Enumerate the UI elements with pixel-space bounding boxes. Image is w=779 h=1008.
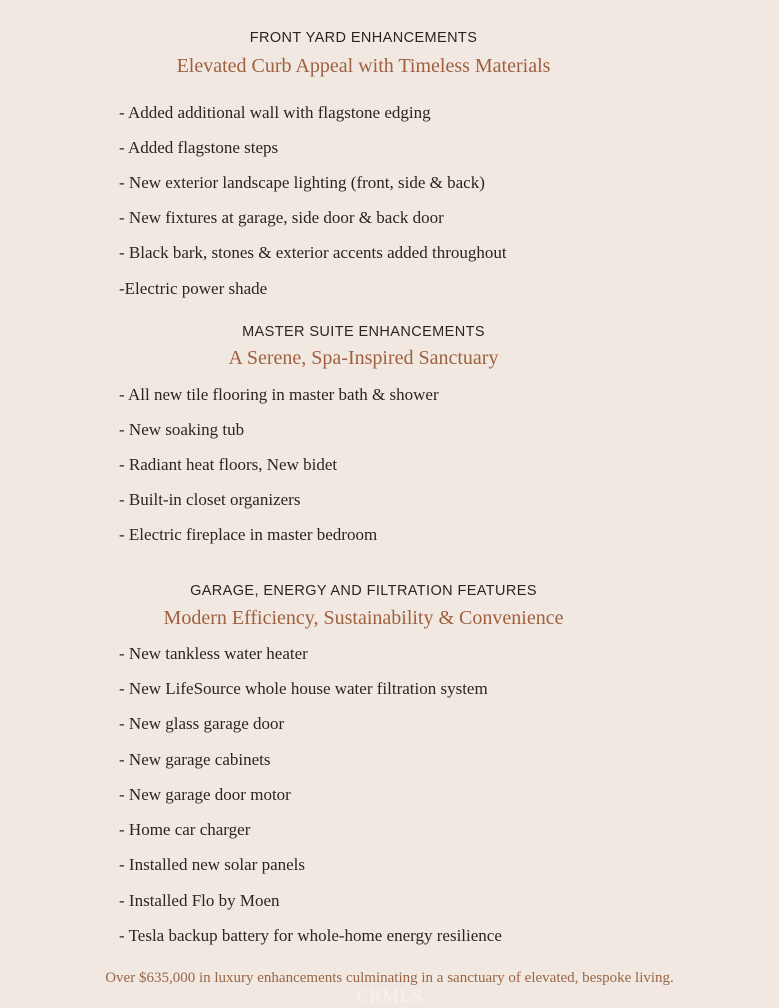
list-item: - All new tile flooring in master bath & shower [119, 385, 439, 404]
list-item: - New garage door motor [119, 785, 291, 804]
section-label-front-yard: FRONT YARD ENHANCEMENTS [249, 30, 478, 46]
list-item: - Added flagstone steps [119, 138, 279, 157]
section-label-garage-energy: GARAGE, ENERGY AND FILTRATION FEATURES [190, 583, 537, 599]
list-item: - New LifeSource whole house water filtration system [119, 679, 488, 698]
section-label-master-suite: MASTER SUITE ENHANCEMENTS [242, 324, 485, 340]
section-title-front-yard: Elevated Curb Appeal with Timeless Materials [176, 55, 551, 77]
footer-tagline: Over $635,000 in luxury enhancements culminating in a sanctuary of elevated, bespoke living. [105, 970, 674, 986]
list-item: - Added additional wall with flagstone edging [119, 103, 431, 122]
list-item: - New exterior landscape lighting (front, side & back) [119, 173, 485, 192]
list-item: - Radiant heat floors, New bidet [119, 455, 338, 474]
list-item: - New soaking tub [119, 420, 245, 439]
list-item: - Installed new solar panels [119, 855, 305, 874]
list-item: - Installed Flo by Moen [119, 891, 280, 910]
section-title-garage-energy: Modern Efficiency, Sustainability & Convenience [163, 607, 564, 629]
list-item: -Electric power shade [119, 279, 268, 298]
list-item: - New fixtures at garage, side door & back door [119, 208, 444, 227]
list-item: - Tesla backup battery for whole-home energy resilience [119, 926, 502, 945]
list-item: - Home car charger [119, 820, 251, 839]
list-item: - New garage cabinets [119, 750, 271, 769]
list-item: - Electric fireplace in master bedroom [119, 525, 378, 544]
list-item: - Built-in closet organizers [119, 490, 301, 509]
watermark: CRMLS [356, 986, 423, 1006]
list-item: - Black bark, stones & exterior accents added throughout [119, 243, 507, 262]
list-item: - New glass garage door [119, 714, 285, 733]
section-title-master-suite: A Serene, Spa-Inspired Sanctuary [228, 347, 499, 369]
list-item: - New tankless water heater [119, 644, 308, 663]
